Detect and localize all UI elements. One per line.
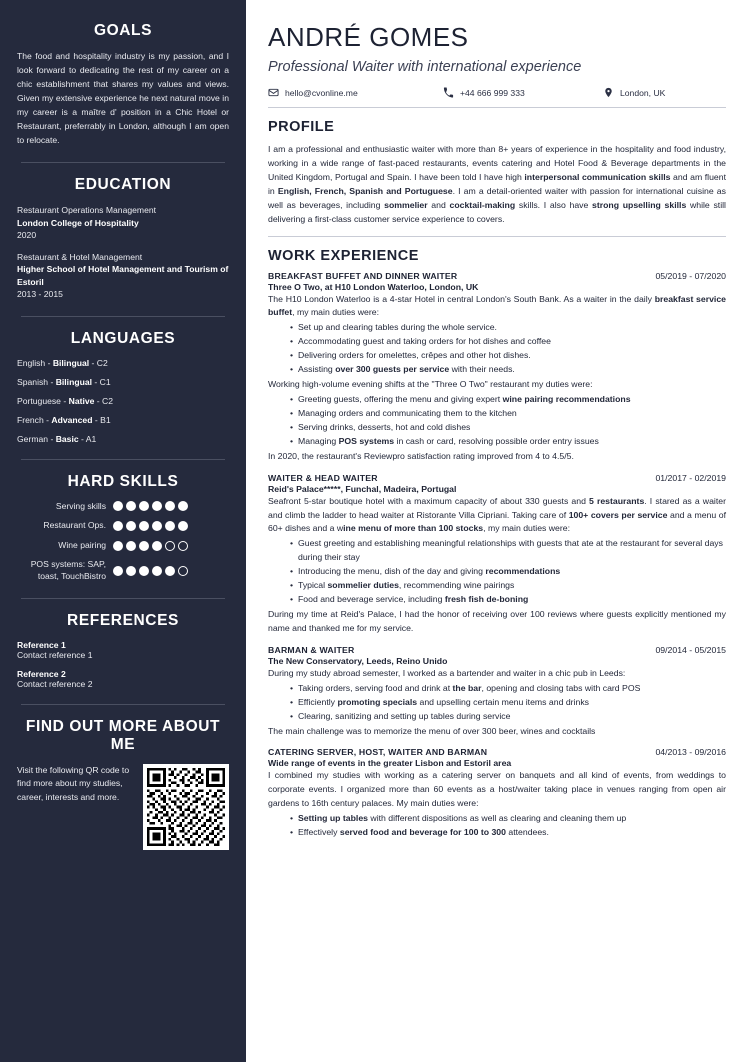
divider: [268, 236, 726, 237]
profile-paragraph: I am a professional and enthusiastic waiter with more than 8+ years of experience in the hospitality and food industry, working in a wide range of fast-paced restaurants, events catering and Hotel Food & Beverage departments in the United Kingdom, Portugal and Spain. I have been told I have high interpersonal communication skills and am fluent in English, French, Spanish and Portuguese. I am a detail-oriented waiter with passion for international cuisine as well as beverages, including sommelier and cocktail-making skills. I also have strong upselling skills while still delivering a first-class customer service experience to covers.: [268, 144, 727, 225]
reference-contact: Contact reference 1: [17, 649, 93, 660]
language-cefr: C1: [99, 376, 111, 387]
education-years: 2020: [17, 230, 37, 241]
language-cefr: C2: [96, 357, 108, 368]
job-intro: During my study abroad semester, I worked as a bartender and waiter in a chic pub in Leeds:: [268, 667, 626, 678]
rating-dot: [165, 566, 175, 576]
contact-location[interactable]: [603, 87, 665, 98]
language-item: Spanish - Bilingual - C1: [17, 376, 111, 387]
divider: [21, 459, 225, 460]
job-header: [268, 747, 726, 757]
contact-bar: [268, 87, 726, 108]
skill-label: POS systems: SAP, toast, TouchBistro: [30, 559, 106, 581]
reference-item: [17, 640, 229, 660]
qr-code-icon[interactable]: [143, 764, 229, 850]
goals-text: The food and hospitality industry is my passion, and I look forward to dedicating the rest of my career on a chic establishment that shares my values and views. Given my extensive experience he next natural move in my career is a maître d' position in a Chic Hotel or Restaurant, preferrably in London, although I am open to relocate.: [17, 51, 229, 145]
qr-text: Visit the following QR code to find more about my studies, career, interests and more.: [17, 764, 130, 803]
divider: [21, 316, 225, 317]
skill-row: [17, 520, 229, 532]
job-bullets: [268, 537, 726, 607]
rating-dot: [126, 566, 136, 576]
bullet-item: • Guest greeting and establishing meaningful relationships with guests that ate at the restaurant for several days during their stay: [290, 537, 726, 565]
map-pin-icon: [603, 87, 614, 98]
language-item: French - Advanced - B1: [17, 414, 111, 425]
rating-dot: [113, 541, 123, 551]
rating-dot: [165, 501, 175, 511]
bullet-item: • Assisting over 300 guests per service with their needs.: [290, 363, 726, 377]
bullet-item: • Greeting guests, offering the menu and giving expert wine pairing recommendations: [290, 393, 726, 407]
skill-rating: [113, 521, 188, 531]
rating-dot: [178, 566, 188, 576]
language-name: Spanish: [17, 376, 49, 387]
job-company: Reid's Palace*****, Funchal, Madeira, Portugal: [268, 483, 457, 494]
skill-label: Wine pairing: [58, 539, 106, 550]
rating-dot: [178, 541, 188, 551]
language-level: Native: [68, 395, 95, 406]
job-title: CATERING SERVER, HOST, WAITER AND BARMAN: [268, 747, 488, 758]
hard-skills-heading: HARD SKILLS: [67, 472, 179, 490]
goals-heading: GOALS: [93, 22, 153, 39]
language-level: Bilingual: [55, 376, 92, 387]
reference-contact: Contact reference 2: [17, 678, 93, 689]
language-name: German: [17, 433, 49, 444]
reference-name: Reference 2: [17, 668, 66, 679]
qr-section: [17, 764, 229, 850]
divider: [21, 598, 225, 599]
divider: [21, 704, 225, 705]
job-date: 05/2019 - 07/2020: [655, 270, 726, 281]
bullet-item: • Clearing, sanitizing and setting up tables during service: [290, 710, 726, 724]
envelope-icon: [268, 87, 279, 98]
language-level: Basic: [55, 433, 79, 444]
skill-rating: [113, 541, 188, 551]
skill-row: [17, 540, 229, 552]
qr-heading: FIND OUT MORE ABOUT ME: [25, 717, 221, 753]
work-experience-heading: WORK EXPERIENCE: [268, 247, 419, 264]
education-years: 2013 - 2015: [17, 289, 63, 300]
rating-dot: [139, 501, 149, 511]
job-outro: During my time at Reid's Palace, I had the honor of receiving over 100 reviews where guests explicitly mentioned my name and thanked me for my service.: [268, 609, 726, 633]
bullet-item: • Setting up tables with different dispositions as well as clearing and cleaning them up: [290, 812, 726, 826]
bullet-item: • Delivering orders for omelettes, crêpes and other hot dishes.: [290, 349, 726, 363]
reference-item: [17, 669, 229, 689]
contact-phone[interactable]: [443, 87, 603, 98]
bullet-item: • Efficiently promoting specials and upselling certain menu items and drinks: [290, 696, 726, 710]
contact-location-text: London, UK: [620, 87, 666, 98]
bullet-item: • Food and beverage service, including fresh fish de-boning: [290, 593, 726, 607]
education-heading: EDUCATION: [74, 176, 172, 194]
bullet-item: • Typical sommelier duties, recommending wine pairings: [290, 579, 726, 593]
skill-rating: [113, 566, 188, 576]
contact-email[interactable]: [268, 87, 443, 98]
rating-dot: [139, 521, 149, 531]
education-school: London College of Hospitality: [17, 217, 139, 228]
rating-dot: [178, 521, 188, 531]
language-cefr: B1: [100, 414, 111, 425]
bullet-item: • Managing orders and communicating them to the kitchen: [290, 407, 726, 421]
job-date: 01/2017 - 02/2019: [655, 472, 726, 483]
rating-dot: [126, 501, 136, 511]
job-title: BREAKFAST BUFFET AND DINNER WAITER: [268, 270, 458, 281]
skill-row: [17, 501, 229, 513]
rating-dot: [113, 521, 123, 531]
references-list: [17, 640, 229, 689]
sidebar: [0, 0, 246, 1062]
job-date: 04/2013 - 09/2016: [655, 747, 726, 758]
bullet-item: • Taking orders, serving food and drink at the bar, opening and closing tabs with card POS: [290, 682, 726, 696]
hard-skills-list: [17, 501, 229, 583]
job-company: Wide range of events in the greater Lisbon and Estoril area: [268, 758, 512, 769]
job-entry: [268, 645, 726, 739]
skill-label: Serving skills: [55, 500, 106, 511]
references-heading: REFERENCES: [67, 611, 179, 629]
rating-dot: [139, 566, 149, 576]
bullet-item: • Accommodating guest and taking orders for hot dishes and coffee: [290, 335, 726, 349]
job-company: The New Conservatory, Leeds, Reino Unido: [268, 655, 448, 666]
rating-dot: [126, 521, 136, 531]
job-header: [268, 645, 726, 655]
job-bullets: [268, 812, 726, 840]
job-intro: The H10 London Waterloo is a 4-star Hotel in central London's South Bank. As a waiter in the daily breakfast service buffet, my main duties were:: [268, 293, 727, 318]
language-level: Bilingual: [52, 357, 90, 368]
job-entry: [268, 271, 726, 464]
job-intro: I combined my studies with working as a catering server on banquets and all kind of events, from weddings to corporate events. I organized more than 60 events as a host/waiter taking place in venues ranging from open air gardens to 16th century palaces. My main duties were:: [268, 770, 726, 809]
education-item: [17, 251, 229, 301]
language-name: English: [17, 357, 46, 368]
skill-label: Restaurant Ops.: [43, 520, 106, 531]
candidate-subtitle: Professional Waiter with international experience: [268, 59, 582, 75]
language-item: German - Basic - A1: [17, 433, 97, 444]
rating-dot: [152, 501, 162, 511]
contact-phone-text: +44 666 999 333: [460, 87, 525, 98]
job-bullets: [268, 682, 726, 724]
job-bullets: [268, 321, 726, 377]
education-title: Restaurant Operations Management: [17, 205, 157, 216]
language-cefr: C2: [102, 395, 114, 406]
job-entry: [268, 747, 726, 840]
languages-heading: LANGUAGES: [70, 329, 176, 347]
language-name: Portuguese: [17, 395, 61, 406]
contact-email-text: hello@cvonline.me: [285, 87, 358, 98]
skill-rating: [113, 501, 188, 511]
languages-list: [17, 358, 229, 444]
rating-dot: [152, 521, 162, 531]
rating-dot: [152, 541, 162, 551]
rating-dot: [113, 501, 123, 511]
job-header: [268, 271, 726, 281]
bullet-item: • Introducing the menu, dish of the day and giving recommendations: [290, 565, 726, 579]
job-bullets-secondary: [268, 393, 726, 449]
job-company: Three O Two, at H10 London Waterloo, London, UK: [268, 281, 479, 292]
job-outro: In 2020, the restaurant's Reviewpro satisfaction rating improved from 4 to 4.5/5.: [268, 450, 574, 461]
profile-heading: PROFILE: [268, 119, 335, 135]
bullet-item: • Set up and clearing tables during the whole service.: [290, 321, 726, 335]
rating-dot: [139, 541, 149, 551]
education-school: Higher School of Hotel Management and Tourism of Estoril: [17, 264, 229, 287]
language-item: Portuguese - Native - C2: [17, 395, 114, 406]
language-level: Advanced: [51, 414, 93, 425]
job-outro: The main challenge was to memorize the menu of over 300 beer, wines and cocktails: [268, 725, 596, 736]
job-entry: [268, 473, 726, 636]
rating-dot: [178, 501, 188, 511]
language-item: English - Bilingual - C2: [17, 357, 108, 368]
divider: [21, 162, 225, 163]
bullet-item: • Managing POS systems in cash or card, resolving possible order entry issues: [290, 435, 726, 449]
language-cefr: A1: [85, 433, 97, 444]
rating-dot: [152, 566, 162, 576]
bullet-item: • Serving drinks, desserts, hot and cold dishes: [290, 421, 726, 435]
education-title: Restaurant & Hotel Management: [17, 251, 143, 262]
skill-row: [17, 559, 229, 582]
rating-dot: [165, 541, 175, 551]
phone-icon: [443, 87, 454, 98]
job-intro: Seafront 5-star boutique hotel with a maximum capacity of about 330 guests and 5 restaurants. I stared as a waiter and climb the ladder to head waiter at Ristorante Villa Cipriani. Taking care of 100+ covers per service and a menu of 60+ dishes and a wine menu of more than 100 stocks, my main duties were:: [268, 495, 726, 534]
job-title: WAITER & HEAD WAITER: [268, 472, 378, 483]
education-list: [17, 204, 229, 300]
job-header: [268, 473, 726, 483]
rating-dot: [165, 521, 175, 531]
bullet-item: • Effectively served food and beverage for 100 to 300 attendees.: [290, 826, 726, 840]
language-name: French: [17, 414, 44, 425]
education-item: [17, 204, 229, 241]
rating-dot: [126, 541, 136, 551]
candidate-name: ANDRÉ GOMES: [268, 22, 469, 52]
job-mid-text: Working high-volume evening shifts at the "Three O Two" restaurant my duties were:: [268, 379, 593, 390]
main-content: [246, 0, 750, 1062]
rating-dot: [113, 566, 123, 576]
reference-name: Reference 1: [17, 639, 66, 650]
job-date: 09/2014 - 05/2015: [655, 644, 726, 655]
job-title: BARMAN & WAITER: [268, 644, 355, 655]
